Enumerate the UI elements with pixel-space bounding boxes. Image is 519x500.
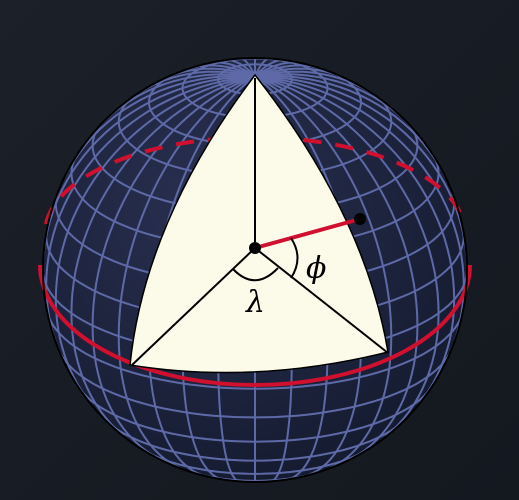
surface-point <box>354 213 366 225</box>
longitude-label: λ <box>246 285 266 320</box>
latitude-label: ϕ <box>306 251 327 286</box>
center-point <box>249 242 261 254</box>
